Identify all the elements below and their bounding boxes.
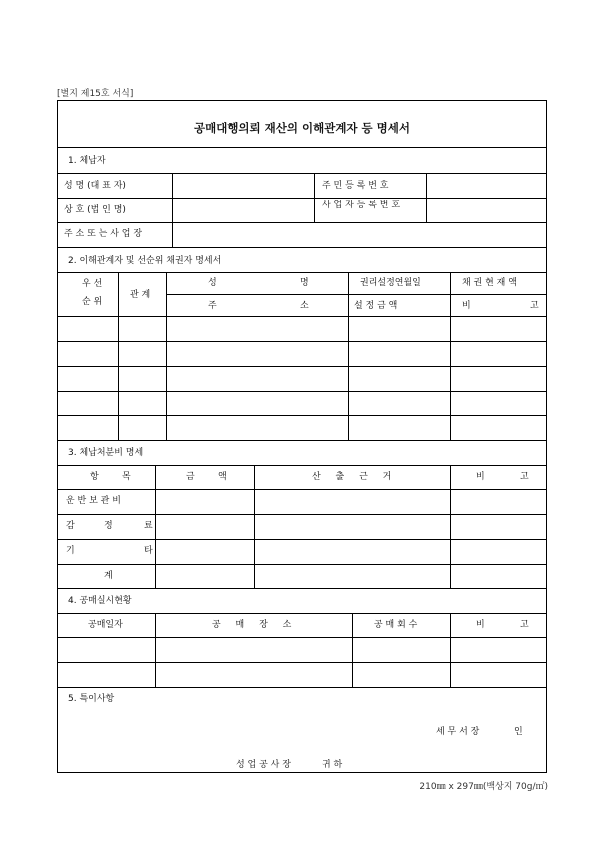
col-auction-count: 공 매 회 수 — [374, 620, 418, 630]
priority-label-bottom: 순 위 — [82, 297, 103, 307]
form-title: 공매대행의뢰 재산의 이해관계자 등 명세서 — [194, 121, 410, 135]
section3-heading: 3. 체납처분비 명세 — [68, 448, 144, 458]
col-name-a: 성 — [208, 278, 217, 288]
row-appraisal-a: 감 — [66, 521, 75, 531]
col-auction-place: 공 매 장 소 — [212, 620, 298, 630]
row-storage-fee: 운 반 보 관 비 — [66, 496, 121, 506]
col-remark4-b: 고 — [520, 620, 529, 630]
col-addr-b: 소 — [300, 301, 309, 311]
resident-no-label: 주 민 등 록 번 호 — [322, 181, 389, 191]
col-claim-amount: 채 권 현 재 액 — [462, 278, 517, 288]
row-appraisal-c: 료 — [144, 521, 153, 531]
col-item-b: 목 — [122, 472, 131, 482]
col-basis: 산 출 근 거 — [312, 472, 398, 482]
col-amount-a: 금 — [186, 472, 195, 482]
form-number-label: [별지 제15호 서식] — [57, 89, 134, 99]
col-amount-b: 액 — [218, 472, 227, 482]
business-no-label: 사 업 자 등 록 번 호 — [322, 200, 401, 210]
relation-label: 관 계 — [130, 290, 151, 300]
col-remark3-a: 비 — [476, 472, 485, 482]
address-label: 주 소 또 는 사 업 장 — [64, 229, 143, 239]
col-remark-b: 고 — [530, 301, 539, 311]
section4-heading: 4. 공매실시현황 — [68, 596, 132, 606]
paper-size-note: 210㎜ x 297㎜(백상지 70g/㎡) — [419, 782, 548, 792]
row-other-b: 타 — [144, 546, 153, 556]
form-sheet — [57, 100, 547, 773]
col-set-amount: 설 정 금 액 — [354, 301, 398, 311]
col-right-date: 권리설정연월일 — [360, 278, 421, 288]
row-other-a: 기 — [66, 546, 75, 556]
name-label: 성 명 (대 표 자) — [64, 181, 126, 191]
section5-heading: 5. 특이사항 — [68, 694, 115, 704]
recipient-label: 성 업 공 사 장 — [236, 760, 291, 770]
col-remark3-b: 고 — [520, 472, 529, 482]
col-remark4-a: 비 — [476, 620, 485, 630]
honorific-label: 귀 하 — [322, 760, 343, 770]
row-appraisal-b: 정 — [104, 521, 113, 531]
trade-name-label: 상 호 (법 인 명) — [64, 205, 126, 215]
section2-heading: 2. 이해관계자 및 선순위 채권자 명세서 — [68, 256, 222, 266]
col-name-b: 명 — [300, 278, 309, 288]
signer-label: 세 무 서 장 — [436, 727, 480, 737]
priority-label-top: 우 선 — [82, 279, 103, 289]
col-auction-date: 공매일자 — [88, 620, 123, 630]
seal-mark: 인 — [514, 727, 523, 737]
col-addr-a: 주 — [208, 301, 217, 311]
section1-heading: 1. 체납자 — [68, 156, 106, 166]
col-item-a: 항 — [90, 472, 99, 482]
row-total: 계 — [104, 571, 113, 581]
col-remark-a: 비 — [462, 301, 471, 311]
